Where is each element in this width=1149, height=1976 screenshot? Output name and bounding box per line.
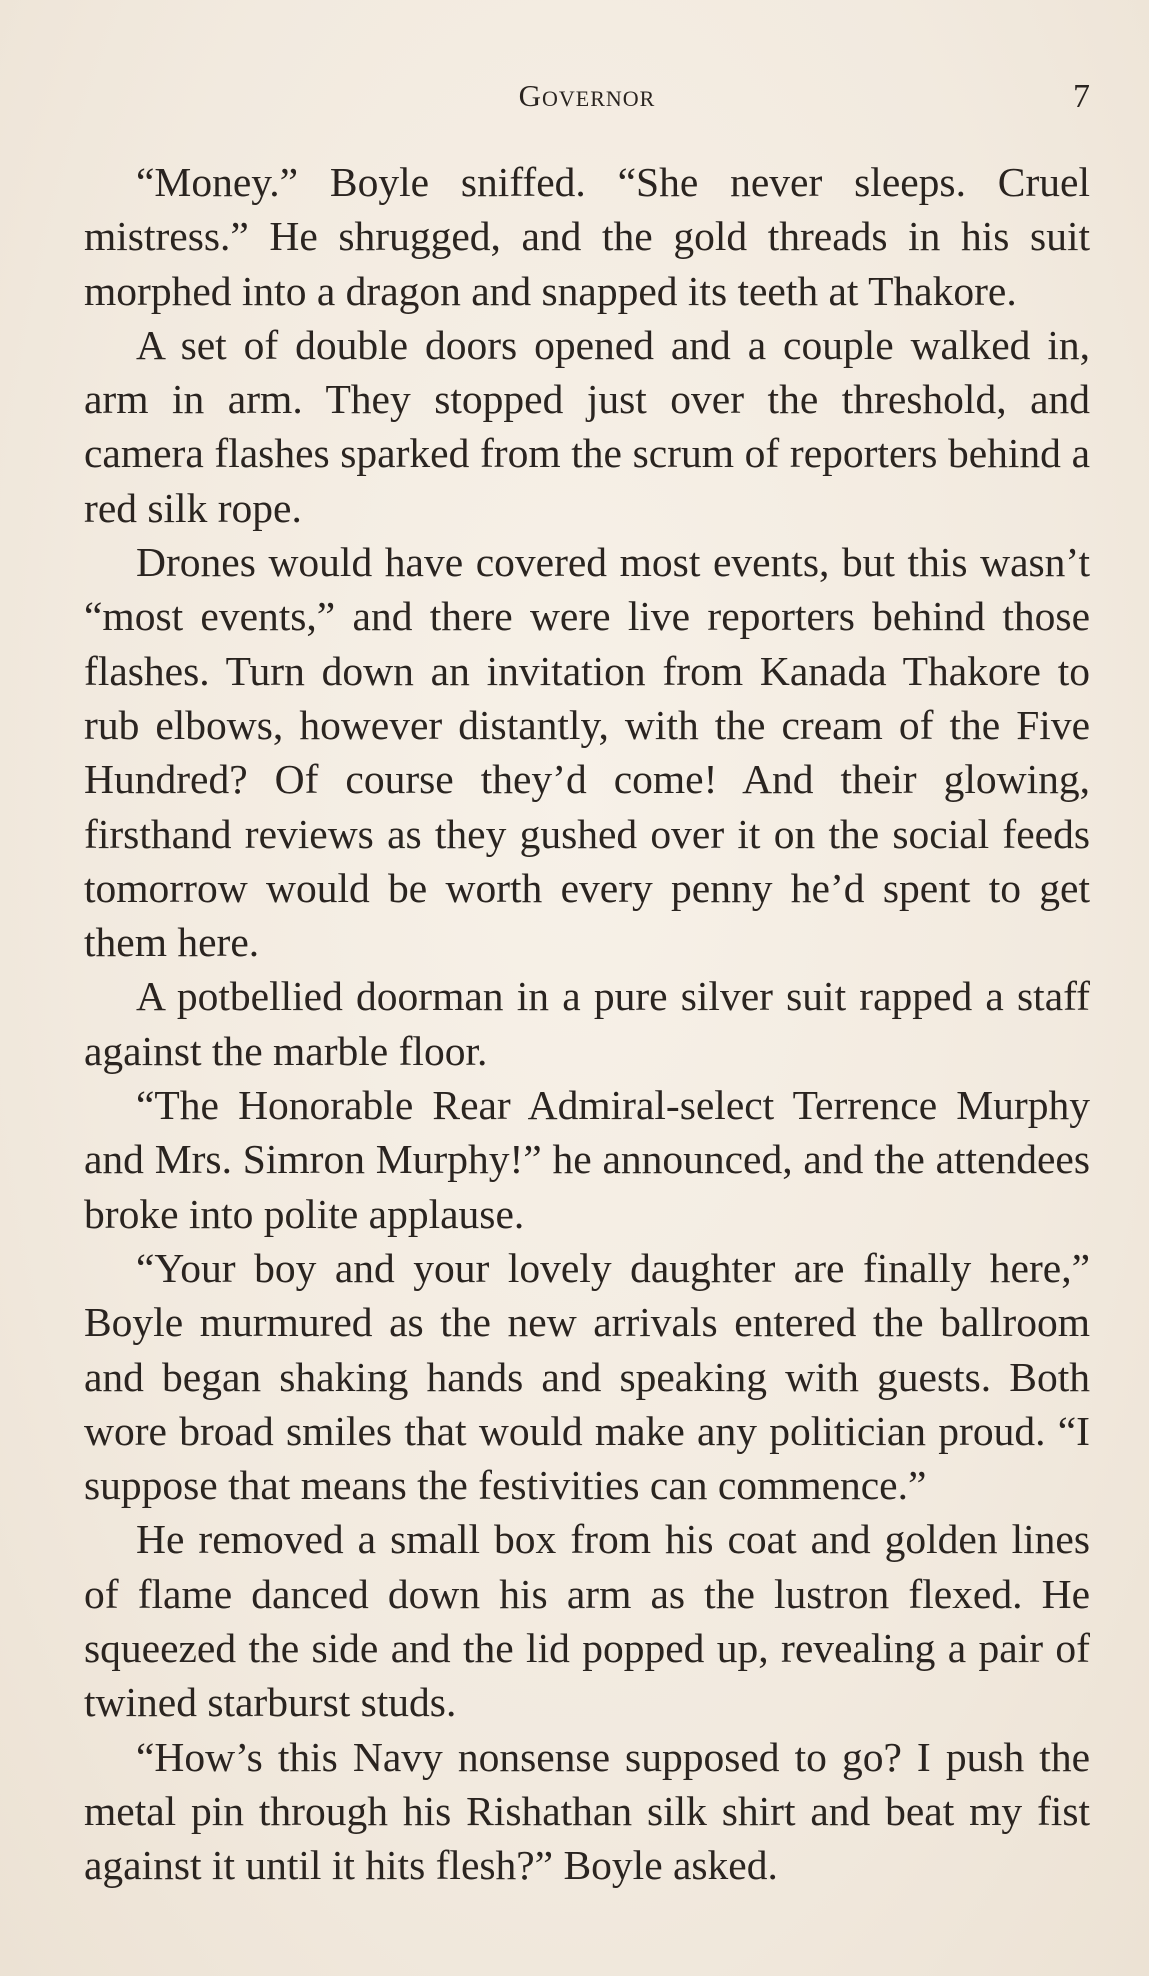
page-number: 7	[1073, 78, 1090, 115]
page-header	[84, 78, 1090, 122]
paragraph: Drones would have covered most events, but this wasn’t “most events,” and there were live reporters behind those flashes. Turn down an invitation from Kanada Thakore to rub elbows, however distantly, with the cream of the Five Hundred? Of course they’d come! And their glowing, firsthand reviews as they gushed over it on the social feeds tomorrow would be worth every penny he’d spent to get them here.	[84, 539, 1090, 966]
paragraph: A potbellied doorman in a pure silver suit rapped a staff against the marble floor.	[84, 973, 1090, 1074]
paragraph: A set of double doors opened and a couple walked in, arm in arm. They stopped just over the threshold, and camera flashes sparked from the scrum of reporters behind a red silk rope.	[84, 321, 1090, 531]
paragraph: “The Honorable Rear Admiral-select Terrence Murphy and Mrs. Simron Murphy!” he announced, and the attendees broke into polite applause.	[84, 1082, 1090, 1237]
paragraph: “Your boy and your lovely daughter are finally here,” Boyle murmured as the new arrivals entered the ballroom and began shaking hands and speaking with guests. Both wore broad smiles that would make any politician proud. “I suppose that means the festivities can commence.”	[84, 1244, 1090, 1509]
running-head: Governor	[518, 78, 656, 113]
paragraph: “Money.” Boyle sniffed. “She never sleeps. Cruel mistress.” He shrugged, and the gold threads in his suit morphed into a dragon and snapped its teeth at Thakore.	[84, 159, 1090, 314]
paragraph: “How’s this Navy nonsense supposed to go? I push the metal pin through his Rishathan silk shirt and beat my fist against it until it hits flesh?” Boyle asked.	[84, 1733, 1090, 1889]
body-text	[84, 155, 1090, 1893]
paragraph: He removed a small box from his coat and golden lines of flame danced down his arm as the lustron flexed. He squeezed the side and the lid popped up, revealing a pair of twined starburst studs.	[84, 1516, 1090, 1726]
